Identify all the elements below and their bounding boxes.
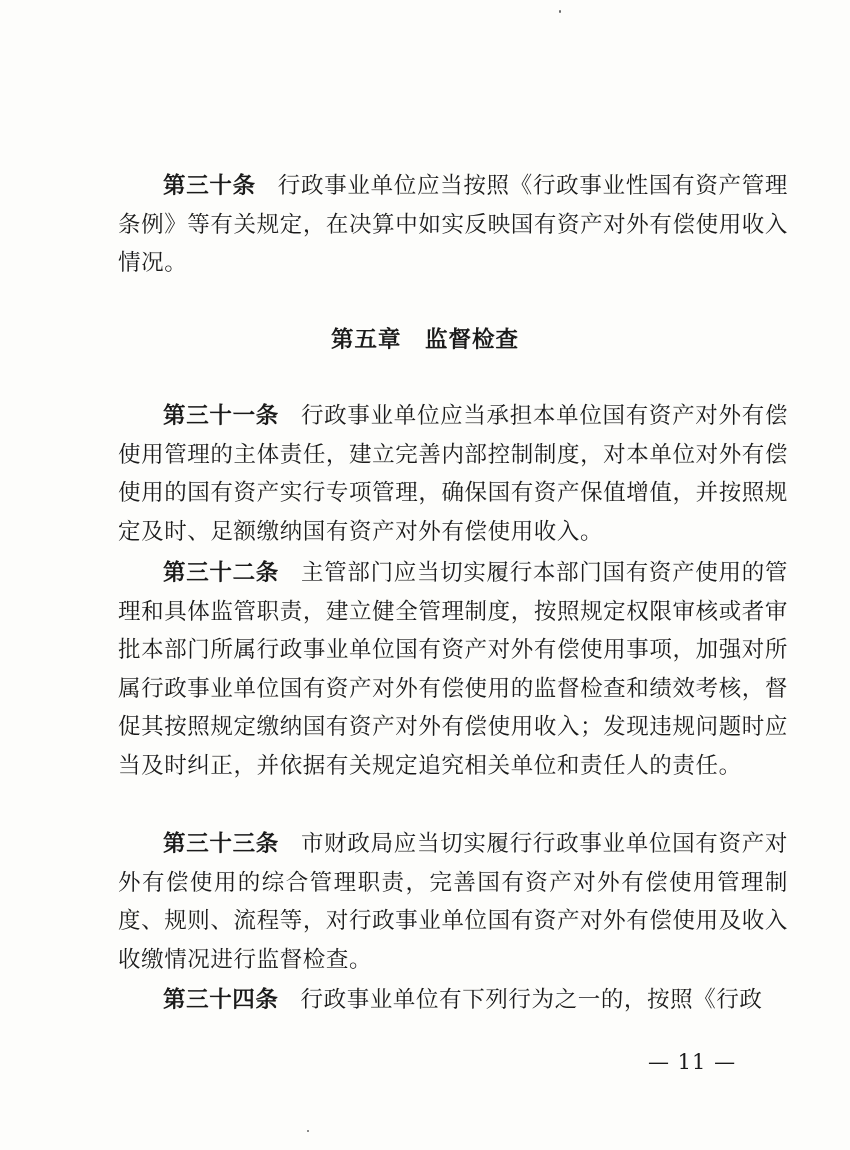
article-34-label: 第三十四条 xyxy=(163,987,279,1013)
article-33 xyxy=(118,825,788,979)
article-31-text: 行政事业单位应当承担本单位国有资产对外有偿使用管理的主体责任，建立完善内部控制制度，对本单位对外有偿使用的国有资产实行专项管理，确保国有资产保值增值，并按照规定及时、足额缴纳国有资产对外有偿使用收入。 xyxy=(118,403,788,545)
article-31-label: 第三十一条 xyxy=(163,403,279,429)
article-30 xyxy=(118,167,788,283)
scan-speck xyxy=(559,10,561,13)
article-32 xyxy=(118,554,788,786)
chapter-heading: 第五章 监督检查 xyxy=(330,327,519,353)
article-32-text: 主管部门应当切实履行本部门国有资产使用的管理和具体监管职责，建立健全管理制度，按照规定权限审核或者审批本部门所属行政事业单位国有资产对外有偿使用事项，加强对所属行政事业单位国有资产对外有偿使用的监督检查和绩效考核，督促其按照规定缴纳国有资产对外有偿使用收入；发现违规问题时应当及时纠正，并依据有关规定追究相关单位和责任人的责任。 xyxy=(118,560,788,779)
article-33-text: 市财政局应当切实履行行政事业单位国有资产对外有偿使用的综合管理职责，完善国有资产对外有偿使用管理制度、规则、流程等，对行政事业单位国有资产对外有偿使用及收入收缴情况进行监督检查。 xyxy=(118,831,788,973)
article-30-label: 第三十条 xyxy=(163,173,256,199)
scan-speck xyxy=(307,1130,309,1132)
article-33-label: 第三十三条 xyxy=(163,831,279,857)
article-34-text: 行政事业单位有下列行为之一的，按照《行政 xyxy=(300,987,763,1013)
article-30-text: 行政事业单位应当按照《行政事业性国有资产管理条例》等有关规定，在决算中如实反映国有资产对外有偿使用收入情况。 xyxy=(118,173,789,277)
article-32-label: 第三十二条 xyxy=(163,560,279,586)
article-34 xyxy=(118,981,788,1020)
page-number: — 11 — xyxy=(648,1050,737,1074)
article-31 xyxy=(118,397,788,551)
